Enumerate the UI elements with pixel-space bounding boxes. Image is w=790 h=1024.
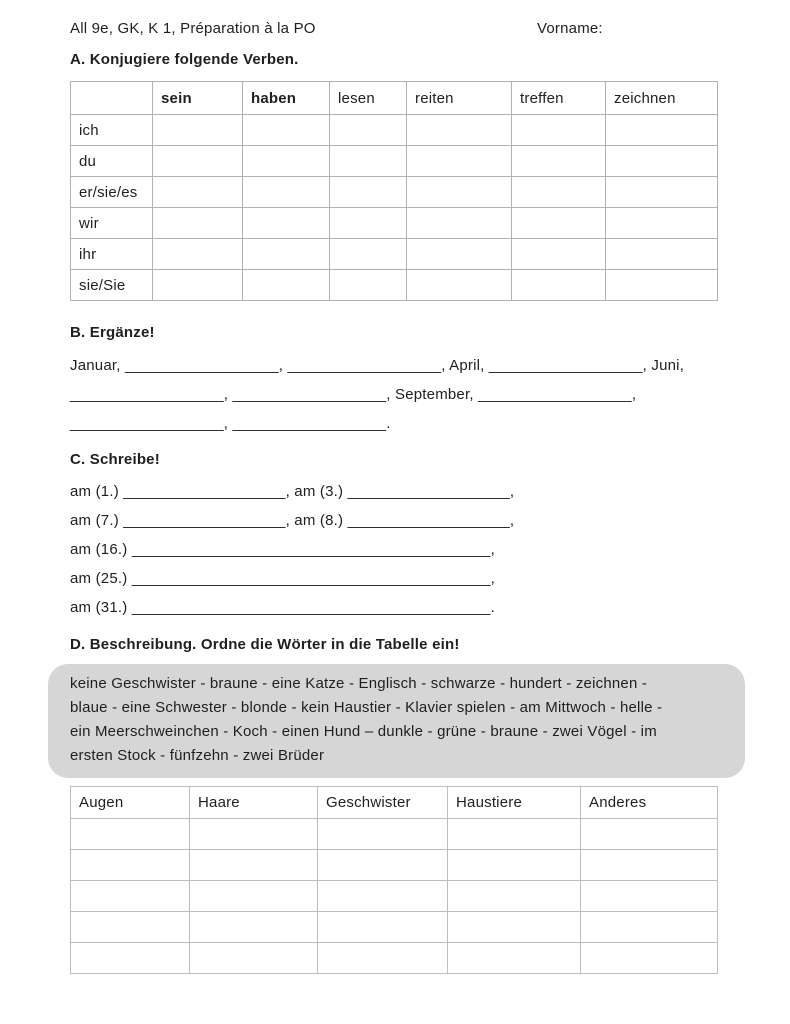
answer-cell[interactable] bbox=[153, 115, 243, 146]
word-bank-line: keine Geschwister - braune - eine Katze - Englisch - schwarze - hundert - zeichnen - bbox=[70, 675, 648, 692]
fill-line-b: Januar, __________________, __________________, April, __________________, Juni, bbox=[70, 357, 685, 374]
fill-line-b: __________________, __________________. bbox=[70, 415, 391, 432]
answer-cell[interactable] bbox=[407, 177, 512, 208]
conjugation-header-row bbox=[71, 82, 718, 115]
section-d-title: D. Beschreibung. Ordne die Wörter in die Tabelle ein! bbox=[70, 636, 460, 653]
answer-cell[interactable] bbox=[330, 115, 407, 146]
category-header-row bbox=[71, 787, 718, 819]
answer-cell[interactable] bbox=[448, 943, 581, 974]
section-a-title: A. Konjugiere folgende Verben. bbox=[70, 51, 299, 68]
category-header-haustiere: Haustiere bbox=[448, 787, 581, 819]
answer-cell[interactable] bbox=[407, 146, 512, 177]
section-c-title: C. Schreibe! bbox=[70, 451, 160, 468]
verb-header-haben: haben bbox=[243, 82, 330, 115]
word-bank-line: blaue - eine Schwester - blonde - kein Haustier - Klavier spielen - am Mittwoch - helle - bbox=[70, 699, 663, 716]
answer-cell[interactable] bbox=[581, 881, 718, 912]
answer-cell[interactable] bbox=[190, 943, 318, 974]
answer-cell[interactable] bbox=[190, 850, 318, 881]
answer-cell[interactable] bbox=[153, 177, 243, 208]
answer-cell[interactable] bbox=[330, 270, 407, 301]
answer-cell[interactable] bbox=[581, 943, 718, 974]
answer-cell[interactable] bbox=[581, 819, 718, 850]
category-row bbox=[71, 912, 718, 943]
answer-cell[interactable] bbox=[71, 819, 190, 850]
answer-cell[interactable] bbox=[71, 912, 190, 943]
answer-cell[interactable] bbox=[606, 115, 718, 146]
verb-header-zeichnen: zeichnen bbox=[606, 82, 718, 115]
answer-cell[interactable] bbox=[512, 208, 606, 239]
answer-cell[interactable] bbox=[153, 146, 243, 177]
conjugation-row bbox=[71, 146, 718, 177]
answer-cell[interactable] bbox=[190, 912, 318, 943]
fill-line-c: am (1.) ___________________, am (3.) ___________________, bbox=[70, 483, 515, 500]
verb-header-sein: sein bbox=[153, 82, 243, 115]
answer-cell[interactable] bbox=[318, 912, 448, 943]
answer-cell[interactable] bbox=[71, 850, 190, 881]
fill-line-c: am (31.) __________________________________________. bbox=[70, 599, 495, 616]
conjugation-row bbox=[71, 270, 718, 301]
conjugation-row bbox=[71, 208, 718, 239]
answer-cell[interactable] bbox=[512, 115, 606, 146]
answer-cell[interactable] bbox=[243, 208, 330, 239]
answer-cell[interactable] bbox=[153, 239, 243, 270]
answer-cell[interactable] bbox=[448, 881, 581, 912]
pronoun-label: er/sie/es bbox=[71, 177, 153, 208]
pronoun-label: wir bbox=[71, 208, 153, 239]
answer-cell[interactable] bbox=[243, 239, 330, 270]
verb-header-treffen: treffen bbox=[512, 82, 606, 115]
answer-cell[interactable] bbox=[448, 912, 581, 943]
answer-cell[interactable] bbox=[190, 819, 318, 850]
fill-line-b: __________________, __________________, September, __________________, bbox=[70, 386, 637, 403]
answer-cell[interactable] bbox=[581, 850, 718, 881]
verb-header-reiten: reiten bbox=[407, 82, 512, 115]
conjugation-table bbox=[70, 81, 718, 301]
section-b-title: B. Ergänze! bbox=[70, 324, 155, 341]
conjugation-row bbox=[71, 177, 718, 208]
category-row bbox=[71, 850, 718, 881]
pronoun-label: sie/Sie bbox=[71, 270, 153, 301]
section-b-lines bbox=[70, 351, 717, 438]
answer-cell[interactable] bbox=[407, 115, 512, 146]
word-bank-box bbox=[48, 664, 745, 778]
verb-header-lesen: lesen bbox=[330, 82, 407, 115]
answer-cell[interactable] bbox=[243, 177, 330, 208]
pronoun-label: du bbox=[71, 146, 153, 177]
answer-cell[interactable] bbox=[330, 239, 407, 270]
document-title: All 9e, GK, K 1, Préparation à la PO bbox=[70, 20, 316, 37]
answer-cell[interactable] bbox=[512, 270, 606, 301]
category-row bbox=[71, 819, 718, 850]
vorname-label: Vorname: bbox=[537, 20, 603, 37]
answer-cell[interactable] bbox=[606, 239, 718, 270]
section-c-lines bbox=[70, 477, 717, 622]
answer-cell[interactable] bbox=[448, 850, 581, 881]
conjugation-row bbox=[71, 115, 718, 146]
fill-line-c: am (7.) ___________________, am (8.) ___________________, bbox=[70, 512, 515, 529]
pronoun-label: ich bbox=[71, 115, 153, 146]
conjugation-row bbox=[71, 239, 718, 270]
fill-line-c: am (25.) __________________________________________, bbox=[70, 570, 495, 587]
answer-cell[interactable] bbox=[407, 208, 512, 239]
answer-cell[interactable] bbox=[407, 239, 512, 270]
answer-cell[interactable] bbox=[318, 943, 448, 974]
answer-cell[interactable] bbox=[448, 819, 581, 850]
answer-cell[interactable] bbox=[606, 146, 718, 177]
category-header-haare: Haare bbox=[190, 787, 318, 819]
answer-cell[interactable] bbox=[243, 270, 330, 301]
answer-cell[interactable] bbox=[318, 850, 448, 881]
pronoun-label: ihr bbox=[71, 239, 153, 270]
answer-cell[interactable] bbox=[190, 881, 318, 912]
answer-cell[interactable] bbox=[318, 881, 448, 912]
category-header-anderes: Anderes bbox=[581, 787, 718, 819]
corner-cell bbox=[71, 82, 153, 115]
answer-cell[interactable] bbox=[71, 943, 190, 974]
answer-cell[interactable] bbox=[71, 881, 190, 912]
answer-cell[interactable] bbox=[512, 177, 606, 208]
answer-cell[interactable] bbox=[243, 115, 330, 146]
answer-cell[interactable] bbox=[606, 177, 718, 208]
answer-cell[interactable] bbox=[153, 270, 243, 301]
answer-cell[interactable] bbox=[153, 208, 243, 239]
answer-cell[interactable] bbox=[243, 146, 330, 177]
answer-cell[interactable] bbox=[330, 146, 407, 177]
answer-cell[interactable] bbox=[581, 912, 718, 943]
answer-cell[interactable] bbox=[606, 270, 718, 301]
answer-cell[interactable] bbox=[330, 208, 407, 239]
answer-cell[interactable] bbox=[512, 239, 606, 270]
answer-cell[interactable] bbox=[318, 819, 448, 850]
category-header-augen: Augen bbox=[71, 787, 190, 819]
category-header-geschwister: Geschwister bbox=[318, 787, 448, 819]
fill-line-c: am (16.) __________________________________________, bbox=[70, 541, 495, 558]
category-table bbox=[70, 786, 718, 974]
word-bank-line: ein Meerschweinchen - Koch - einen Hund – dunkle - grüne - braune - zwei Vögel - im bbox=[70, 723, 657, 740]
word-bank-line: ersten Stock - fünfzehn - zwei Brüder bbox=[70, 747, 325, 764]
answer-cell[interactable] bbox=[512, 146, 606, 177]
category-row bbox=[71, 943, 718, 974]
answer-cell[interactable] bbox=[330, 177, 407, 208]
answer-cell[interactable] bbox=[407, 270, 512, 301]
answer-cell[interactable] bbox=[606, 208, 718, 239]
page-header bbox=[70, 20, 717, 38]
category-row bbox=[71, 881, 718, 912]
